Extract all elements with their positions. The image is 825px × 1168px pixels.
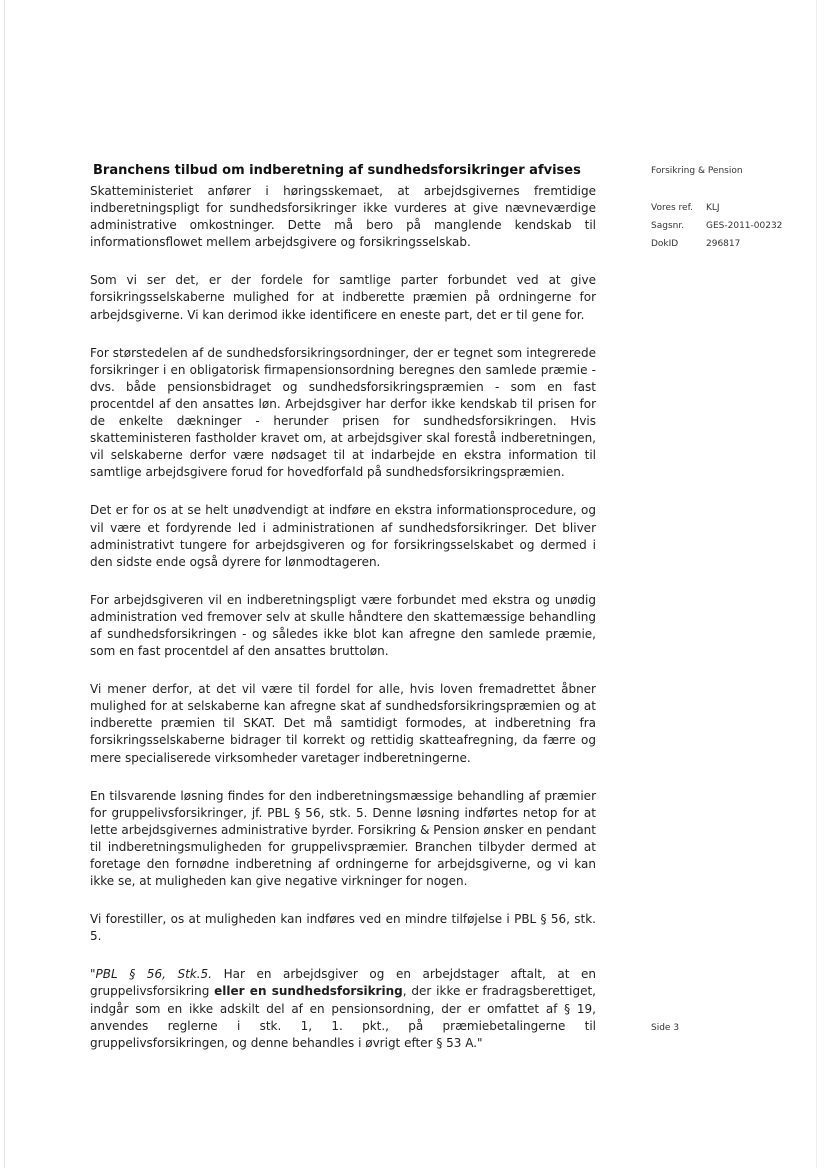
page-number: Side 3 bbox=[651, 1023, 680, 1033]
law-reference: "PBL § 56, Stk.5. bbox=[90, 967, 212, 982]
paragraph-1: Skatteministeriet anfører i høringsskemaet, at arbejdsgivernes fremtidige indberetningspligt for sundhedsforsikringer ikke vurderes at give nævneværdige administrative omkostninger. Dette må bero på manglende kendskab til informationsflowet mellem arbejdsgivere og forsikringsselskab. bbox=[90, 184, 596, 250]
ref-label: DokID bbox=[651, 239, 679, 249]
ref-label: Vores ref. bbox=[651, 203, 693, 213]
scan-edge-left bbox=[4, 0, 5, 1168]
paragraph-3: For størstedelen af de sundhedsforsikringsordninger, der er tegnet som integrerede forsikringer i en obligatorisk firmapensionsordning beregnes den samlede præmie - dvs. både pensionsbidraget og sundhedsforsikringspræmien - som en fast procentdel af den ansattes løn. Arbejdsgiver har derfor ikke kendskab til prisen for de enkelte dækninger - herunder prisen for sundhedsforsikringen. Hvis skatteministeren fastholder kravet om, at arbejdsgiver skal forestå indberetningen, vil selskaberne derfor være nødsaget til at indarbejde en ekstra information til samtlige arbejdsgivere forud for hovedforfald på sundhedsforsikringspræmien. bbox=[90, 345, 596, 480]
ref-value: KLJ bbox=[706, 203, 720, 213]
paragraph-8: Vi forestiller, os at muligheden kan indføres ved en mindre tilføjelse i PBL § 56, stk. 5. bbox=[90, 912, 596, 944]
ref-row-sagsnr bbox=[651, 217, 782, 235]
quote-text-part-2: , der ikke er fradragsberettiget, indgår som en ikke adskilt del af en pensionsordning, der er omfattet af § 19, anvendes reglerne i stk. 1, 1. pkt., på præmiebetalingerne til gruppelivsforsikringen, og denne behandles i øvrigt efter § 53 A." bbox=[90, 984, 596, 1050]
quote-text-part-1: Har en arbejdsgiver og en arbejdstager aftalt, at en gruppelivsforsikring bbox=[90, 967, 596, 999]
law-quote-paragraph bbox=[90, 966, 596, 1051]
reference-block bbox=[651, 166, 782, 253]
section-heading: Branchens tilbud om indberetning af sundhedsforsikringer afvises bbox=[93, 163, 581, 178]
paragraph-5: For arbejdsgiveren vil en indberetningspligt være forbundet med ekstra og unødig administration ved fremover selv at skulle håndtere den skattemæssige behandling af sundhedsforsikringen - og således ikke blot kan afregne den samlede præmie, som en fast procentdel af den ansattes bruttoløn. bbox=[90, 592, 596, 659]
ref-row-dokid bbox=[651, 235, 782, 253]
quote-bold-insertion: eller en sundhedsforsikring bbox=[214, 984, 403, 999]
main-text-column bbox=[90, 162, 596, 1052]
ref-label: Sagsnr. bbox=[651, 221, 685, 231]
scan-edge-right bbox=[816, 0, 817, 1168]
paragraph-2: Som vi ser det, er der fordele for samtlige parter forbundet ved at give forsikringsselskaberne mulighed for at indberette præmien på ordningerne for arbejdsgiverne. Vi kan derimod ikke identificere en eneste part, det er til gene for. bbox=[90, 273, 596, 322]
ref-value: GES-2011-00232 bbox=[706, 221, 783, 231]
paragraph-6: Vi mener derfor, at det vil være til fordel for alle, hvis loven fremadrettet åbner mulighed for at selskaberne kan afregne skat af sundhedsforsikringspræmien og at indberette præmien til SKAT. Det må samtidigt formodes, at indberetning fra forsikringsselskaberne bidrager til korrekt og rettidig skatteafregning, da færre og mere specialiserede virksomheder varetager indberetningerne. bbox=[90, 682, 596, 765]
ref-row-vores-ref bbox=[651, 199, 782, 217]
ref-value: 296817 bbox=[706, 239, 741, 249]
paragraph-7: En tilsvarende løsning findes for den indberetningsmæssige behandling af præmier for gruppelivsforsikringer, jf. PBL § 56, stk. 5. Denne løsning indførtes netop for at lette arbejdsgivernes administrative byrder. Forsikring & Pension ønsker en pendant til indberetningsmuligheden for gruppelivspræmier. Branchen tilbyder dermed at foretage den fornødne indberetning af ordningerne for arbejdsgiverne, og vi kan ikke se, at muligheden kan give negative virkninger for nogen. bbox=[90, 788, 596, 889]
paragraph-4: Det er for os at se helt unødvendigt at indføre en ekstra informationsprocedure, og vil være et fordyrende led i administrationen af sundhedsforsikringer. Det bliver administrativt tungere for arbejdsgiveren og for forsikringsselskabet og dermed i den sidste ende også dyrere for lønmodtageren. bbox=[90, 503, 596, 569]
org-name: Forsikring & Pension bbox=[651, 166, 743, 176]
